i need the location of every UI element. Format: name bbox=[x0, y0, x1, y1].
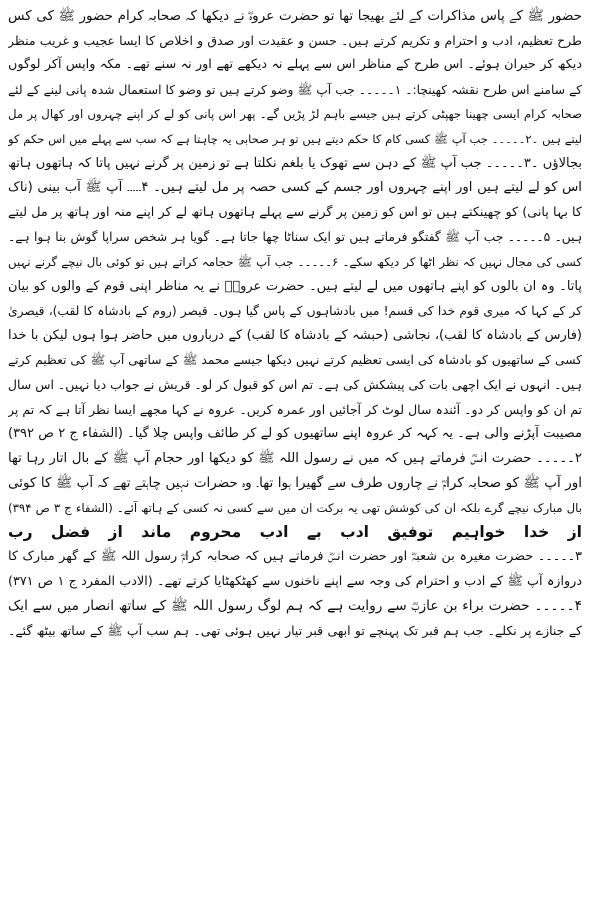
text-line: کے جنازے پر نکلے۔ جب ہم قبر تک پہنچے تو ابھی قبر تیار نہیں ہوئی تھی۔ ہم سب آپ ﷺ کے ساتھ بیٹھ گئے۔ bbox=[8, 622, 582, 638]
verse-line: از خدا خواہیم توفیق ادب بے ادب محروم ماند از فضل رب bbox=[8, 523, 582, 542]
text-line: طرح تعظیم، ادب و احترام و تکریم کرتے ہیں۔ حسن و عقیدت اور صدق و اخلاص کا ایسا عجیب و غریب منظر bbox=[8, 32, 582, 48]
text-line: کے سامنے اس طرح نقشہ کھینچا:۔ ۱۔۔۔۔۔ جب آپ ﷺ وضو کرتے ہیں تو وضو کا استعمال شدہ پانی لینے کے لئے bbox=[8, 82, 582, 97]
text-line: حضور ﷺ کے پاس مذاکرات کے لئے بھیجا تھا تو حضرت عروہؓ نے دیکھا کہ صحابہ کرام حضور ﷺ کی کس bbox=[8, 8, 582, 24]
text-line: کر کے کہا کہ میری قوم خدا کی قسم! میں بادشاہوں کے پاس گیا ہوں۔ قیصر (روم کے بادشاہ کا لقب)، قیصریٰ bbox=[8, 304, 582, 319]
text-line: ۴۔۔۔۔۔ حضرت براء بن عازبؓ سے روایت ہے کہ ہم لوگ رسول اللہ ﷺ کے ساتھ انصار میں سے ایک bbox=[8, 598, 582, 615]
text-line: کسی کے ساتھیوں کو بادشاہ کی ایسی تعظیم کرتے نہیں دیکھا جیسے محمد ﷺ کے ساتھی آپ ﷺ کی تعظیم کرتے bbox=[8, 353, 582, 368]
text-line: دیکھ کر حیران ہوئے۔ اس طرح کے مناظر اس سے پہلے نہ دیکھے تھے اور نہ سنے تھے۔ مکہ واپس آکر لوگوں bbox=[8, 57, 582, 73]
text-line: کسی کی مجال نہیں کہ نظر اٹھا کر دیکھ سکے۔ ۶۔۔۔۔۔ جب آپ ﷺ حجامہ کراتے ہیں تو کوئی بال نیچے گرنے نہیں bbox=[8, 254, 582, 269]
text-line: اس کو لے لیتے ہیں اور اپنے چہروں اور جسم کے کسی حصہ پر مل لیتے ہیں۔ ۴۔۔۔۔۔ آپ ﷺ آب بینی (ناک bbox=[8, 180, 582, 196]
text-line: ہیں۔ ۵۔۔۔۔۔ جب آپ ﷺ گفتگو فرماتے ہیں تو ایک سناٹا چھا جاتا ہے۔ گویا ہر شخص سراپا گوش بنا ہوا ہے۔ bbox=[8, 230, 582, 245]
text-line: ۲۔۔۔۔۔ حضرت انسؓ فرماتے ہیں کہ میں نے رسول اللہ ﷺ کو دیکھا اور حجام آپ ﷺ کے بال اتار رہا تھا bbox=[8, 450, 582, 466]
text-line: صحابہ کرام ایسی چھینا جھپٹی کرتے ہیں جیسے باہم لڑ پڑیں گے۔ پھر اس پانی کو لے کر اپنے چہروں اور کھال پر مل bbox=[8, 107, 582, 122]
text-line: اور آپ ﷺ کو صحابہ کرامؓ نے چاروں طرف سے گھیرا ہوا تھا۔ وہ حضرات نہیں چاہتے تھے کہ آپ ﷺ کا کوئی bbox=[8, 475, 582, 492]
text-line: ہیں۔ انہوں نے ایک اچھی بات کی پیشکش کی ہے۔ تم اس کو قبول کر لو۔ قریش نے جواب دیا نہیں۔ اس سال bbox=[8, 376, 582, 392]
text-line: ۳۔۔۔۔۔ حضرت مغیرہ بن شعبہؓ اور حضرت انسؓ فرماتے ہیں کہ صحابہ کرامؓ رسول اللہ ﷺ کے گھر مبارک کا bbox=[8, 549, 582, 565]
text-line: کا بہا پانی) کو چھینکتے ہیں تو اس کو زمین پر گرنے سے پہلے ہاتھوں ہاتھ لے کر اپنے منہ اور ہاتھ پر مل لیتے bbox=[8, 204, 582, 220]
text-line: دروازہ آپ ﷺ کے ادب و احترام کی وجہ سے اپنے ناخنوں سے کھٹکھٹایا کرتے تھے۔ (الادب المفرد ج ۱ ص ۳۷۱) bbox=[8, 573, 582, 589]
text-line: بال مبارک نیچے گرے بلکہ ان کی کوشش تھی یہ برکت ان میں سے کسی نہ کسی کے ہاتھ آئے۔ (الشفاء ج ۳ ص ۳۹۴) bbox=[8, 500, 582, 515]
text-line: پاتا۔ وہ ان بالوں کو اپنے ہاتھوں میں لے لیتے ہیں۔ حضرت عروہؓ نے یہ مناظر اپنی قوم کے والوں کو بیان bbox=[8, 278, 582, 294]
text-line: (فارس کے بادشاہ کا لقب)، نجاشی (حبشہ کے بادشاہ کا لقب) کے درباروں میں حاضر ہوا ہوں لیکن با خدا bbox=[8, 327, 582, 343]
text-line: مصیبت آپڑنے والی ہے۔ یہ کہہ کر عروہ اپنے ساتھیوں کو لے کر طائف واپس چلا گیا۔ (الشفاء ج ۲ ص ۳۹۲) bbox=[8, 426, 582, 442]
text-line: تم ان کو واپس کر دو۔ آئندہ سال لوٹ کر آجائیں اور عمرہ کریں۔ عروہ نے کہا مجھے ایسا نظر آتا ہے کہ تم پر bbox=[8, 401, 582, 417]
text-line: بجالاؤں ۔۳۔۔۔۔۔ جب آپ ﷺ کے دہن سے تھوک یا بلغم نکلتا ہے تو زمین پر گرنے نہیں پاتا کہ ہاتھوں ہاتھ bbox=[8, 155, 582, 171]
text-line: لیتے ہیں ۔۲۔۔۔۔۔ جب آپ ﷺ کسی کام کا حکم دیتے ہیں تو ہر صحابی یہ چاہتا ہے کہ سب سے پہلے میں اس حکم کو bbox=[8, 131, 582, 146]
